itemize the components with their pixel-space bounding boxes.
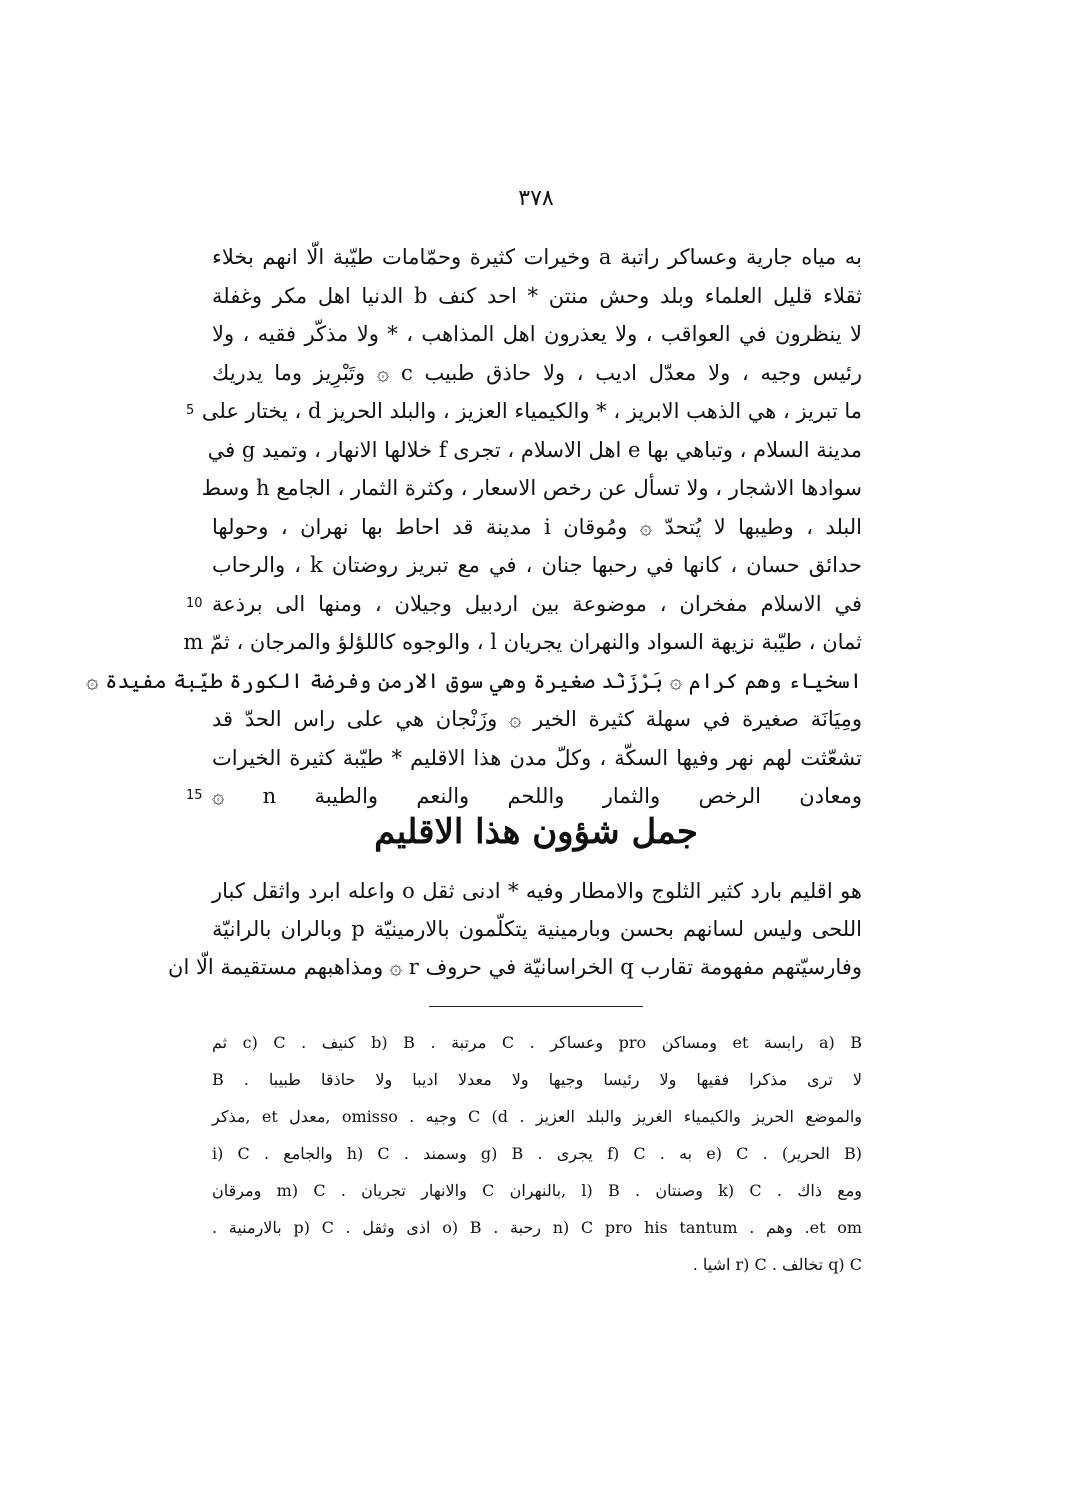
line-text: سوادها الاشجار ، ولا تسأل عن رخص الاسعار ، وكثرة الثمار ، الجامع h وسط [201,476,862,500]
line-text: ومِيَانَة صغيرة في سهلة كثيرة الخير ۞ وزَنْجان هي على راس الحدّ قد [212,707,862,731]
section-intro [168,872,862,986]
line-text: ومعادن الرخص والثمار واللحم والنعم والطيبة n ۞ [212,784,862,808]
page-number: ٣٧٨ [518,186,554,211]
line-text: ما تبريز ، هي الذهب الابريز ، * والكيمياء العزيز ، والبلد الحريز d ، يختار على [201,399,862,423]
line-number: 10 [186,595,203,611]
intro-line: هو اقليم بارد كثير الثلوج والامطار وفيه * ادنى ثقل o واعله ابرد واثقل كبار [212,879,862,903]
footnote-line: a) B رابسة et ومساكن pro وعساكر . C مرتبة . b) B كنيف . c) C ثم [212,1033,863,1052]
text-line [186,392,862,431]
text-line [212,739,862,778]
intro-line: وفارسيّتهم مفهومة تقارب q الخراسانيّة في حروف r ۞ ومذاهبهم مستقيمة الّا ان [168,955,862,979]
text-line [186,585,862,624]
line-text: تشعّثت لهم نهر وفيها السكّة ، وكلّ مدن هذا الاقليم * طيّبة كثيرة الخيرات [212,745,862,770]
text-line [207,431,862,470]
text-line [212,354,862,393]
text-line [212,277,862,316]
footnote-line: ومع ذاك . k) C وصنتان . l) B ,بالنهران C والانهار تجريان . m) C ومرقان [212,1181,863,1200]
line-text: ثمان ، طيّبة نزيهة السواد والنهران يجريان l ، والوجوه كاللؤلؤ والمرجان ، ثمّ m [183,630,862,654]
line-text: لا ينظرون في العواقب ، ولا يعذرون اهل المذاهب ، * ولا مذكّر فقيه ، ولا [212,322,862,346]
line-number: 5 [186,403,195,418]
footnote-line: والموضع الحريز والكيمياء الغريز والبلد العزيز . C (d وجيه . omisso ,معدل et ,مذكر [212,1107,862,1126]
text-line [212,508,862,547]
footnotes [212,1024,862,1283]
line-text: ثقلاء قليل العلماء وبلد وحش منتن * احد كنف b الدنيا اهل مكر وغفلة [212,283,862,308]
text-line [186,777,862,816]
text-line [212,315,862,354]
footnote-line: et om. وهم . n) C pro his tantum رحبة . o) B اذى وثقل . p) C بالارمنية . [212,1218,863,1237]
line-text: به مياه جارية وعساكر راتبة a وخيرات كثيرة وحمّامات طيّبة الّا انهم بخلاء [212,245,862,269]
footnote-line: (B الحرير) . e) C به . f) C يجرى . g) B وسمند . h) C والجامع . i) C [212,1144,863,1163]
line-text: مدينة السلام ، وتباهي بها e اهل الاسلام ، تجرى f خلالها الانهار ، وتميد g في [207,437,862,462]
footnote-line: q) C تخالف . r) C اشيا . [692,1255,862,1274]
line-text: البلد ، وطيبها لا يُتحدّ ۞ ومُوقان i مدينة قد احاط بها نهران ، وحولها [212,514,863,539]
text-line [183,623,862,662]
text-line [212,238,862,277]
footnote-line: لا ترى مذكرا فقيها ولا رئيسا وجيها ولا معدلا اديبا ولا حاذقا طبيبا . B [212,1070,862,1089]
text-line [212,546,862,585]
footnote-divider [429,1006,643,1007]
text-line [212,700,862,739]
text-line [86,662,862,701]
line-text: رئيس وجيه ، ولا معدّل اديب ، ولا حاذق طبيب c ۞ وتَبْرِيز وما يدريك [212,360,863,385]
section-heading: جمل شؤون هذا الاقليم [374,812,698,852]
line-text: اسخياء وهم كرام ۞ بَرْزَنْد صغيرة وهي سوق الارمن وفرضة الكورة طيّبة مفيدة ۞ [86,668,862,693]
text-line [201,469,862,508]
intro-line: اللحى وليس لسانهم بحسن وبارمينية يتكلّمون بالارمينيّة p وبالران بالرانيّة [212,917,862,941]
line-text: في الاسلام مفخران ، موضوعة بين اردبيل وجيلان ، ومنها الى برذعة [212,591,862,616]
main-text [86,238,863,816]
line-number: 15 [186,788,203,803]
line-text: حدائق حسان ، كانها في رحبها جنان ، في مع تبريز روضتان k ، والرحاب [212,553,862,577]
